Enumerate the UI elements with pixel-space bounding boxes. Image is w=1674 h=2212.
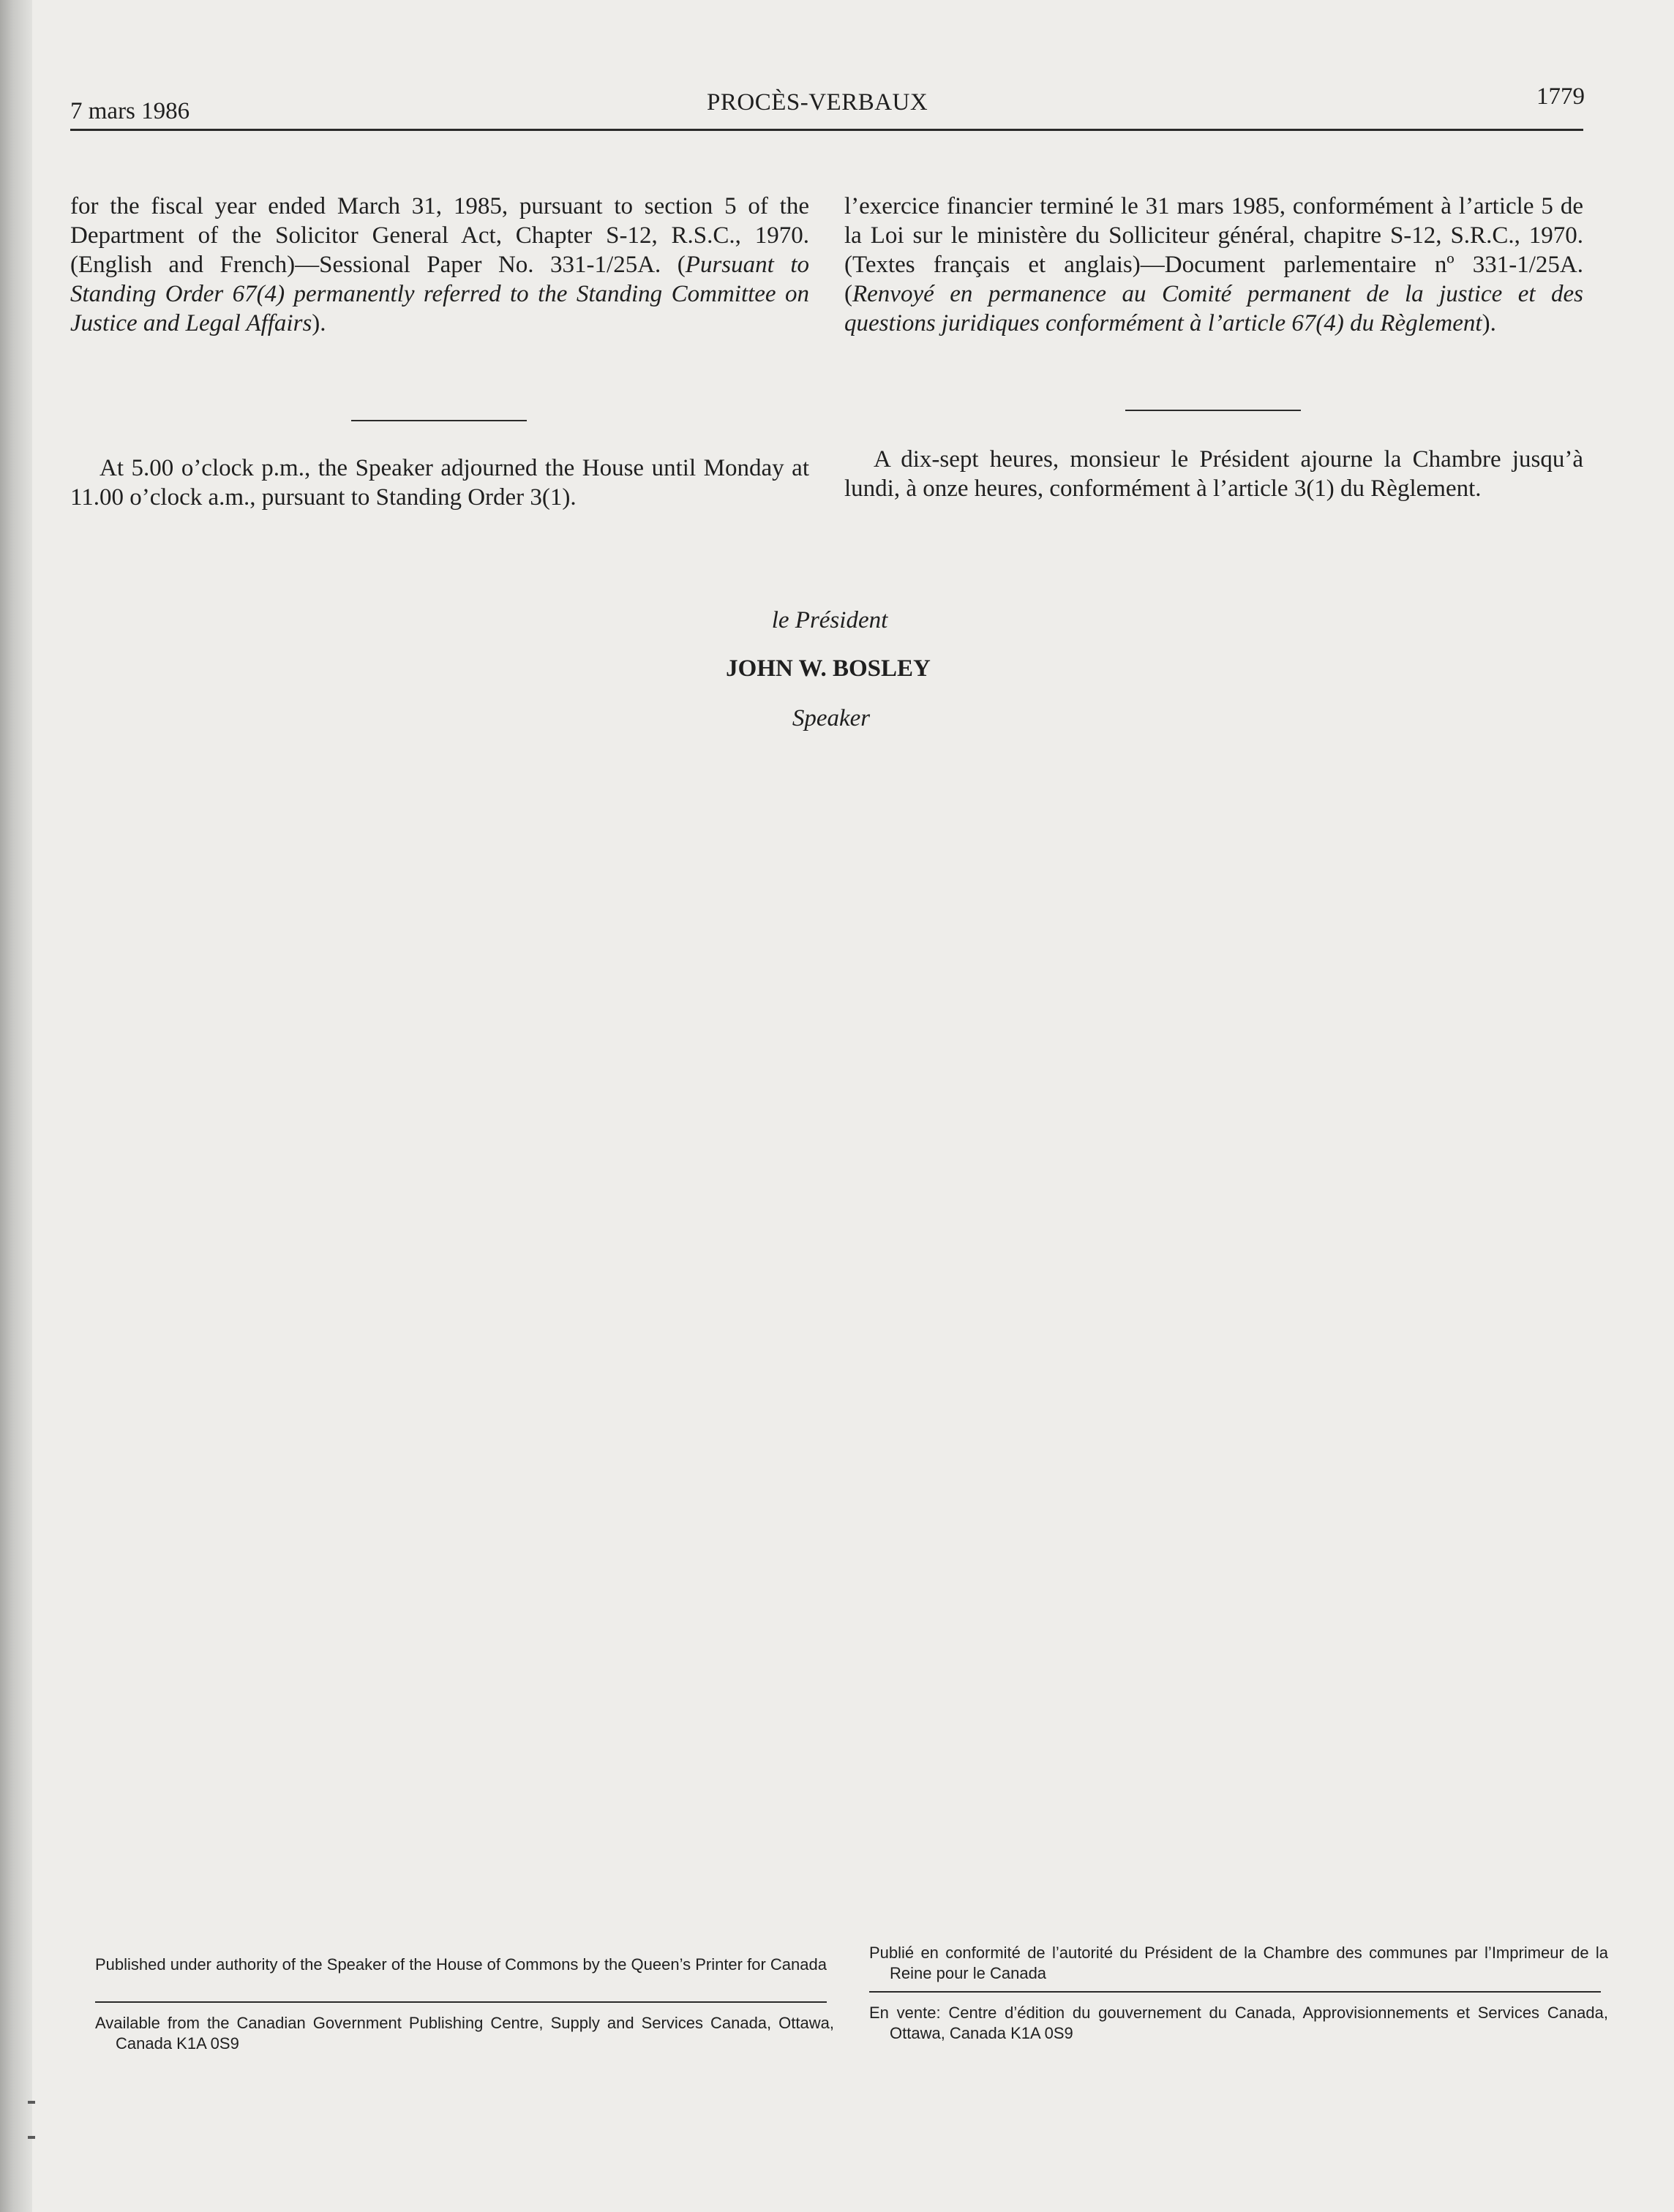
footer-left-published-text: Published under authority of the Speaker of the House of Commons by the Queen’s Printer for Canada — [95, 1955, 827, 1974]
signature-role-english: Speaker — [792, 705, 871, 731]
right-paragraph1-italic: Renvoyé en permanence au Comité permanent de la justice et des questions juridiques conformément à l’article 67(4) du Règlement — [844, 281, 1583, 336]
left-paragraph1-text: for the fiscal year ended March 31, 1985, pursuant to section 5 of the Department of the Solicitor General Act, Chapter S-12, R.S.C., 1970. (English and French)—Sessional Paper No. 331-1/25A. ( — [70, 193, 809, 278]
right-paragraph-sessional-paper — [844, 192, 1583, 338]
footer-left-available — [95, 2013, 834, 2054]
left-separator — [351, 420, 527, 421]
footer-right-published — [869, 1943, 1608, 1984]
footer-right-published-text: Publié en conformité de l’autorité du Président de la Chambre des communes par l’Imprimeur de la Reine pour le Canada — [869, 1944, 1608, 1982]
right-separator — [1125, 410, 1301, 411]
page-number: 1779 — [1536, 83, 1585, 110]
right-paragraph2-text: A dix-sept heures, monsieur le Président ajourne la Chambre jusqu’à lundi, à onze heures, conformément à l’article 3(1) du Règlement. — [844, 446, 1583, 502]
footer-right-available-text: En vente: Centre d’édition du gouvernement du Canada, Approvisionnements et Services Canada, Ottawa, Canada K1A 0S9 — [869, 2004, 1608, 2042]
footer-left-available-text: Available from the Canadian Government Publishing Centre, Supply and Services Canada, Ottawa, Canada K1A 0S9 — [95, 2014, 834, 2053]
footer-right-available — [869, 2003, 1608, 2044]
footer-left-published — [95, 1955, 834, 1975]
right-paragraph-adjournment — [844, 445, 1583, 503]
footer-left-rule — [95, 2001, 827, 2003]
left-paragraph-adjournment — [70, 454, 809, 512]
edge-mark — [28, 2136, 35, 2139]
left-paragraph-sessional-paper — [70, 192, 809, 338]
footer-right-rule — [869, 1991, 1601, 1993]
left-paragraph2-text: At 5.00 o’clock p.m., the Speaker adjourned the House until Monday at 11.00 o’clock a.m., pursuant to Standing Order 3(1). — [70, 455, 809, 511]
left-paragraph1-end: ). — [312, 310, 326, 336]
signature-name: JOHN W. BOSLEY — [726, 655, 931, 682]
header-title: PROCÈS-VERBAUX — [707, 89, 928, 116]
header-rule — [70, 129, 1583, 131]
signature-role-french: le Président — [771, 607, 888, 633]
edge-mark — [28, 2101, 35, 2104]
left-paragraph1-italic: Pursuant to Standing Order 67(4) permanently referred to the Standing Committee on Justice and Legal Affairs — [70, 252, 809, 336]
right-paragraph1-text: l’exercice financier terminé le 31 mars 1985, conformément à l’article 5 de la Loi sur le ministère du Solliciteur général, chapitre S-12, S.R.C., 1970. (Textes français et anglais)—Document parlementaire nº 331-1/25A. ( — [844, 193, 1583, 307]
header-date: 7 mars 1986 — [70, 98, 190, 124]
right-paragraph1-end: ). — [1482, 310, 1496, 336]
